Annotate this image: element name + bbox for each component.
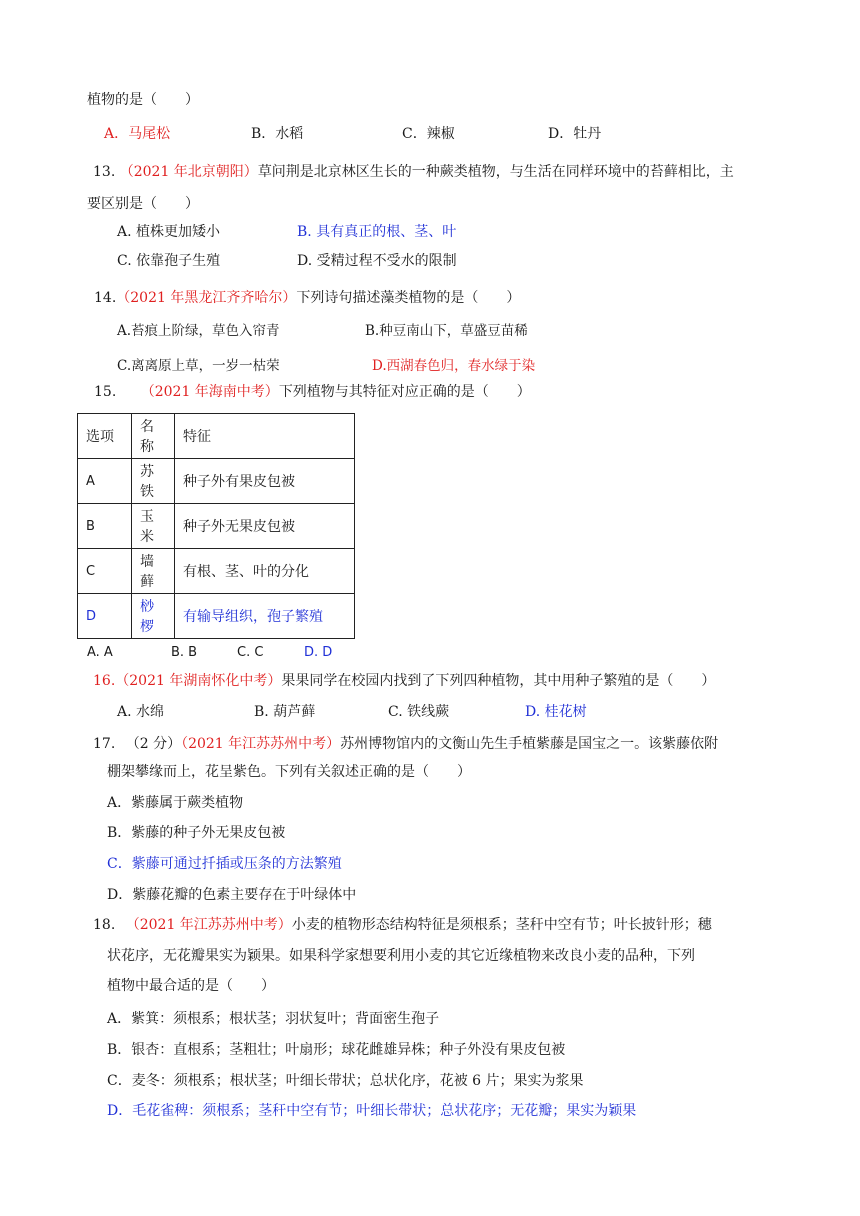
q17-option-c: C．紫藤可通过扦插或压条的方法繁殖 <box>107 856 342 872</box>
q16-option-c: C. 铁线蕨 <box>388 704 450 720</box>
q13-stem-line2: 要区别是（ ） <box>87 196 199 212</box>
q18-stem-line2: 状花序，无花瓣果实为颖果。如果科学家想要利用小麦的其它近缘植物来改良小麦的品种，下列 <box>107 948 695 964</box>
table-cell: 墙藓 <box>132 549 175 594</box>
q13-option-b: B. 具有真正的根、茎、叶 <box>297 224 457 240</box>
q14-source: （2021 年黑龙江齐齐哈尔） <box>116 290 297 306</box>
q14-number: 14. <box>94 290 117 306</box>
table-row <box>78 549 355 594</box>
q16-option-b: B. 葫芦藓 <box>254 704 316 720</box>
table-cell: 苏铁 <box>132 459 175 504</box>
q15-source: （2021 年海南中考） <box>140 384 279 400</box>
table-header-cell: 选项 <box>78 414 132 459</box>
q15-table <box>77 413 355 639</box>
q12-option-c: C．辣椒 <box>402 126 455 142</box>
q14-stem <box>94 288 520 308</box>
q13-option-d: D. 受精过程不受水的限制 <box>297 253 457 269</box>
q13-stem <box>93 162 734 182</box>
q13-option-a: A. 植株更加矮小 <box>117 224 221 240</box>
q14-stem-text: 下列诗句描述藻类植物的是（ ） <box>296 290 521 306</box>
q16-option-a: A. 水绵 <box>117 704 165 720</box>
q18-option-b: B．银杏：直根系；茎粗壮；叶扇形；球花雌雄异株；种子外没有果皮包被 <box>107 1042 566 1058</box>
q15-stem <box>94 382 531 402</box>
q16-option-d: D. 桂花树 <box>525 704 587 720</box>
q18-option-a: A．紫箕：须根系；根状茎；羽状复叶；背面密生孢子 <box>107 1011 440 1027</box>
table-header-row <box>78 414 355 459</box>
q13-number: 13. <box>93 164 116 180</box>
q14-option-c: C.离离原上草，一岁一枯荣 <box>117 358 280 374</box>
q18-stem-line3: 植物中最合适的是（ ） <box>107 978 275 994</box>
q14-option-b: B.种豆南山下，草盛豆苗稀 <box>365 323 528 339</box>
q17-number: 17. <box>93 736 116 752</box>
table-row <box>78 459 355 504</box>
q17-option-b: B．紫藤的种子外无果皮包被 <box>107 825 286 841</box>
table-cell: 种子外无果皮包被 <box>175 504 355 549</box>
q16-stem <box>93 671 715 691</box>
table-header-cell: 名称 <box>132 414 175 459</box>
q13-option-c: C. 依靠孢子生殖 <box>117 253 221 269</box>
table-cell: C <box>78 549 132 594</box>
table-cell: 有输导组织，孢子繁殖 <box>175 594 355 639</box>
table-cell: 有根、茎、叶的分化 <box>175 549 355 594</box>
q15-answer-c: C. C <box>237 645 264 660</box>
table-row <box>78 504 355 549</box>
q15-number: 15. <box>94 384 117 400</box>
table-header-cell: 特征 <box>175 414 355 459</box>
q13-stem-line1: 草问荆是北京林区生长的一种蕨类植物，与生活在同样环境中的苔藓相比，主 <box>257 164 734 180</box>
q16-number: 16. <box>93 673 116 689</box>
q16-source: （2021 年湖南怀化中考） <box>115 673 282 689</box>
q17-source: （2021 年江苏苏州中考） <box>181 736 341 752</box>
q15-answer-d: D. D <box>304 645 333 660</box>
q12-option-d: D．牡丹 <box>548 126 602 142</box>
q14-option-a: A.苔痕上阶绿，草色入帘青 <box>117 323 280 339</box>
table-cell: B <box>78 504 132 549</box>
q17-option-a: A．紫藤属于蕨类植物 <box>107 795 244 811</box>
q12-option-b: B．水稻 <box>251 126 304 142</box>
q18-source: （2021 年江苏苏州中考） <box>125 917 292 933</box>
q15-answer-a: A. A <box>87 645 113 660</box>
q17-option-d: D．紫藤花瓣的色素主要存在于叶绿体中 <box>107 887 357 903</box>
q14-option-d: D.西湖春色归，春水绿于染 <box>372 358 536 374</box>
q17-stem-line2: 棚架攀缘而上，花呈紫色。下列有关叙述正确的是（ ） <box>107 764 471 780</box>
table-cell: A <box>78 459 132 504</box>
table-cell: 玉米 <box>132 504 175 549</box>
q18-number: 18. <box>93 917 116 933</box>
q17-score: （2 分） <box>125 736 182 752</box>
table-row <box>78 594 355 639</box>
table-cell: D <box>78 594 132 639</box>
q12-option-a: A．马尾松 <box>104 126 171 142</box>
q13-source: （2021 年北京朝阳） <box>119 164 258 180</box>
q18-stem <box>93 915 712 935</box>
q17-stem-line1: 苏州博物馆内的文衡山先生手植紫藤是国宝之一。该紫藤依附 <box>340 736 719 752</box>
q15-stem-text: 下列植物与其特征对应正确的是（ ） <box>278 384 531 400</box>
table-cell: 种子外有果皮包被 <box>175 459 355 504</box>
q16-stem-text: 果果同学在校园内找到了下列四种植物，其中用种子繁殖的是（ ） <box>281 673 716 689</box>
q18-stem-line1: 小麦的植物形态结构特征是须根系；茎秆中空有节；叶长披针形；穗 <box>291 917 712 933</box>
q18-option-c: C．麦冬：须根系；根状茎；叶细长带状；总状化序，花被 6 片；果实为浆果 <box>107 1073 584 1089</box>
q17-stem <box>93 734 718 754</box>
q15-answer-b: B. B <box>171 645 198 660</box>
q12-stem-tail: 植物的是（ ） <box>87 92 199 108</box>
table-cell: 桫椤 <box>132 594 175 639</box>
q18-option-d: D．毛花雀稗：须根系；茎秆中空有节；叶细长带状；总状花序；无花瓣；果实为颖果 <box>107 1103 637 1119</box>
